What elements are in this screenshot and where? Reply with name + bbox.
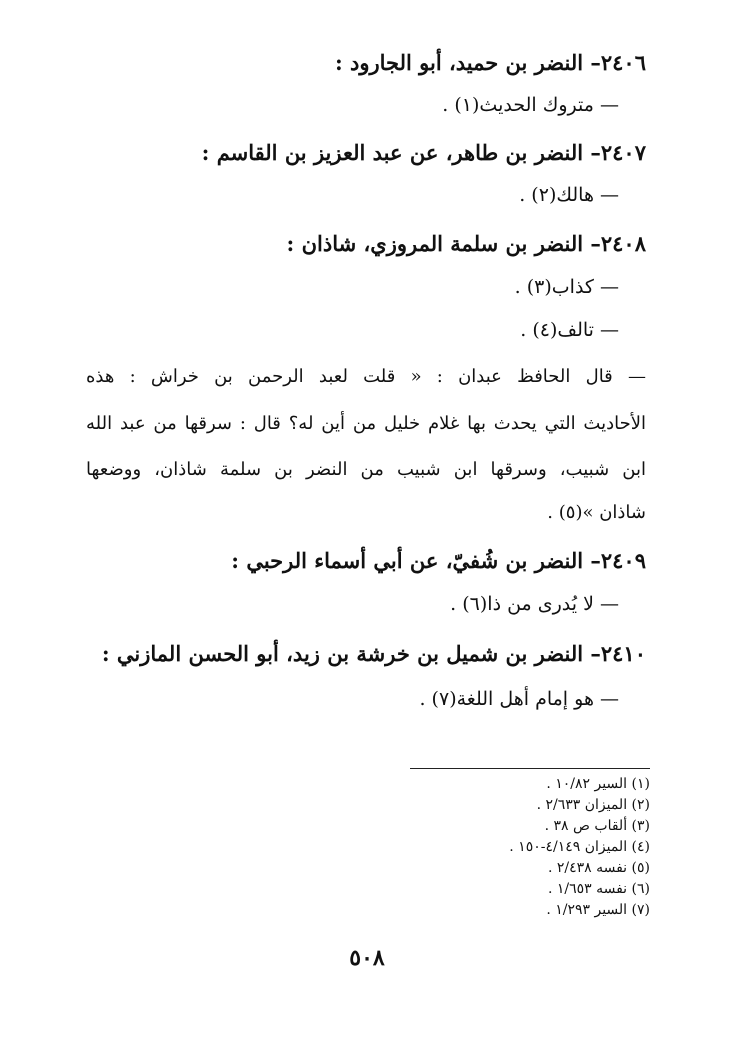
quote-line-2: الأحاديث التي يحدث بها غلام خليل من أين له؟ قال : سرقها من عبد الله (86, 413, 646, 434)
entry-heading-2408: ٢٤٠٨– النضر بن سلمة المروزي، شاذان : (286, 231, 646, 256)
footnote-2: (٢) الميزان ٢/٦٣٣ . (536, 797, 650, 813)
footnote-1: (١) السير ١٠/٨٢ . (546, 776, 650, 792)
quote-line-3: ابن شبيب، وسرقها ابن شبيب من النضر بن سلمة شاذان، ووضعها (86, 459, 646, 480)
footnote-7: (٧) السير ١/٢٩٣ . (546, 902, 650, 918)
entry-item-2408-1: — كذاب(٣) . (514, 276, 619, 298)
entry-heading-2406: ٢٤٠٦– النضر بن حميد، أبو الجارود : (334, 50, 646, 75)
quote-line-4: شاذان »(٥) . (547, 502, 646, 523)
entry-item-2407-1: — هالك(٢) . (519, 184, 619, 206)
entry-item-2406-1: — متروك الحديث(١) . (442, 94, 619, 116)
footnote-6: (٦) نفسه ١/٦٥٣ . (547, 881, 650, 897)
entry-item-2409-1: — لا يُدرى من ذا(٦) . (450, 593, 619, 615)
entry-item-2408-2: — تالف(٤) . (520, 319, 619, 341)
entry-heading-2410: ٢٤١٠– النضر بن شميل بن خرشة بن زيد، أبو الحسن المازني : (101, 641, 646, 666)
footnote-5: (٥) نفسه ٢/٤٣٨ . (547, 860, 650, 876)
entry-heading-2407: ٢٤٠٧– النضر بن طاهر، عن عبد العزيز بن القاسم : (201, 140, 646, 165)
quote-line-1: — قال الحافظ عبدان : « قلت لعبد الرحمن بن خراش : هذه (86, 366, 646, 387)
footnote-divider (410, 768, 650, 769)
entry-item-2410-1: — هو إمام أهل اللغة(٧) . (419, 688, 619, 710)
page-number: ٥٠٨ (349, 945, 385, 971)
footnote-3: (٣) ألقاب ص ٣٨ . (544, 818, 650, 834)
entry-heading-2409: ٢٤٠٩– النضر بن شُفيّ، عن أبي أسماء الرحبي : (231, 548, 646, 573)
footnote-4: (٤) الميزان ٤/١٤٩-١٥٠ . (509, 839, 650, 855)
